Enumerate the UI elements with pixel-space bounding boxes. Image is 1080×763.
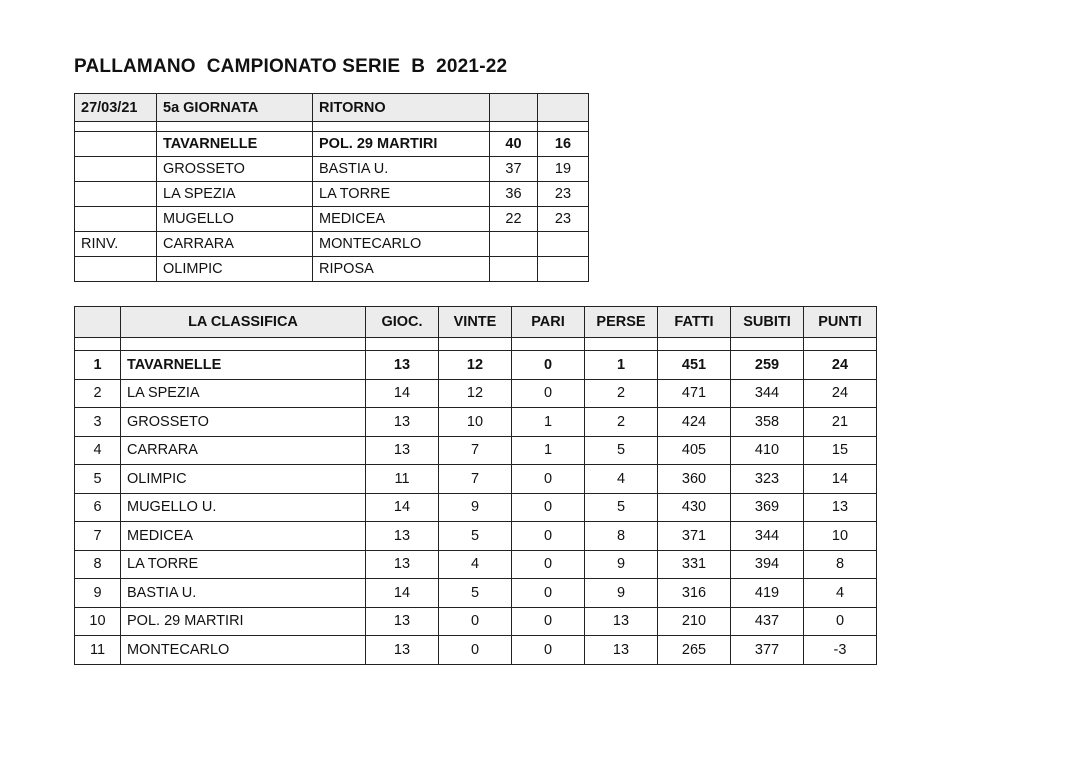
column-header: PERSE — [585, 307, 658, 338]
lost-cell: 5 — [585, 436, 658, 465]
team-cell: BASTIA U. — [121, 579, 366, 608]
spacer-row — [75, 122, 589, 132]
table-row — [75, 550, 877, 579]
table-row — [75, 351, 877, 380]
lost-cell: 13 — [585, 607, 658, 636]
away-team: POL. 29 MARTIRI — [313, 132, 490, 157]
team-cell: LA SPEZIA — [121, 379, 366, 408]
goals-against-cell: 259 — [731, 351, 804, 380]
away-team: MEDICEA — [313, 207, 490, 232]
points-cell: 15 — [804, 436, 877, 465]
won-cell: 0 — [439, 636, 512, 665]
team-cell: MEDICEA — [121, 522, 366, 551]
points-cell: 0 — [804, 607, 877, 636]
match-row — [75, 257, 589, 282]
goals-for-cell: 210 — [658, 607, 731, 636]
table-row — [75, 579, 877, 608]
position-cell: 2 — [75, 379, 121, 408]
team-cell: LA TORRE — [121, 550, 366, 579]
points-cell: 4 — [804, 579, 877, 608]
goals-for-cell: 430 — [658, 493, 731, 522]
team-cell: GROSSETO — [121, 408, 366, 437]
goals-for-cell: 471 — [658, 379, 731, 408]
drawn-cell: 0 — [512, 465, 585, 494]
played-cell: 14 — [366, 379, 439, 408]
header-empty-cell — [490, 94, 538, 122]
standings-header-row — [75, 307, 877, 338]
match-row — [75, 207, 589, 232]
away-score: 23 — [538, 182, 589, 207]
match-note — [75, 207, 157, 232]
away-team: BASTIA U. — [313, 157, 490, 182]
goals-against-cell: 369 — [731, 493, 804, 522]
away-team: LA TORRE — [313, 182, 490, 207]
position-cell: 3 — [75, 408, 121, 437]
goals-for-cell: 371 — [658, 522, 731, 551]
played-cell: 13 — [366, 351, 439, 380]
home-team: CARRARA — [157, 232, 313, 257]
position-cell: 4 — [75, 436, 121, 465]
goals-against-cell: 377 — [731, 636, 804, 665]
away-score: 19 — [538, 157, 589, 182]
position-cell: 1 — [75, 351, 121, 380]
team-cell: MUGELLO U. — [121, 493, 366, 522]
goals-for-cell: 451 — [658, 351, 731, 380]
table-row — [75, 493, 877, 522]
table-row — [75, 465, 877, 494]
match-phase: RITORNO — [313, 94, 490, 122]
column-header: SUBITI — [731, 307, 804, 338]
away-team: RIPOSA — [313, 257, 490, 282]
points-cell: 24 — [804, 351, 877, 380]
goals-against-cell: 344 — [731, 379, 804, 408]
goals-against-cell: 394 — [731, 550, 804, 579]
goals-for-cell: 331 — [658, 550, 731, 579]
home-score: 36 — [490, 182, 538, 207]
drawn-cell: 1 — [512, 408, 585, 437]
goals-for-cell: 405 — [658, 436, 731, 465]
drawn-cell: 0 — [512, 351, 585, 380]
position-cell: 5 — [75, 465, 121, 494]
played-cell: 11 — [366, 465, 439, 494]
won-cell: 7 — [439, 436, 512, 465]
match-round: 5a GIORNATA — [157, 94, 313, 122]
lost-cell: 8 — [585, 522, 658, 551]
played-cell: 14 — [366, 493, 439, 522]
team-cell: CARRARA — [121, 436, 366, 465]
position-cell: 7 — [75, 522, 121, 551]
header-empty-cell — [538, 94, 589, 122]
won-cell: 5 — [439, 579, 512, 608]
won-cell: 12 — [439, 379, 512, 408]
goals-against-cell: 410 — [731, 436, 804, 465]
table-row — [75, 379, 877, 408]
goals-against-cell: 344 — [731, 522, 804, 551]
won-cell: 0 — [439, 607, 512, 636]
match-row — [75, 232, 589, 257]
away-score — [538, 232, 589, 257]
home-score — [490, 232, 538, 257]
match-note — [75, 132, 157, 157]
played-cell: 13 — [366, 408, 439, 437]
team-cell: POL. 29 MARTIRI — [121, 607, 366, 636]
won-cell: 7 — [439, 465, 512, 494]
home-score: 37 — [490, 157, 538, 182]
team-cell: TAVARNELLE — [121, 351, 366, 380]
played-cell: 13 — [366, 607, 439, 636]
match-date: 27/03/21 — [75, 94, 157, 122]
table-row — [75, 408, 877, 437]
position-cell: 8 — [75, 550, 121, 579]
drawn-cell: 0 — [512, 636, 585, 665]
table-row — [75, 436, 877, 465]
table-row — [75, 607, 877, 636]
matches-table — [74, 93, 589, 282]
team-cell: MONTECARLO — [121, 636, 366, 665]
lost-cell: 5 — [585, 493, 658, 522]
page-title: PALLAMANO CAMPIONATO SERIE B 2021-22 — [74, 56, 508, 77]
drawn-cell: 0 — [512, 607, 585, 636]
match-note: RINV. — [75, 232, 157, 257]
points-cell: 24 — [804, 379, 877, 408]
home-team: LA SPEZIA — [157, 182, 313, 207]
away-score: 23 — [538, 207, 589, 232]
home-team: TAVARNELLE — [157, 132, 313, 157]
drawn-cell: 0 — [512, 493, 585, 522]
standings-table — [74, 306, 877, 665]
goals-for-cell: 360 — [658, 465, 731, 494]
points-cell: 21 — [804, 408, 877, 437]
drawn-cell: 0 — [512, 579, 585, 608]
points-cell: 10 — [804, 522, 877, 551]
position-cell: 6 — [75, 493, 121, 522]
away-score — [538, 257, 589, 282]
table-row — [75, 522, 877, 551]
home-team: GROSSETO — [157, 157, 313, 182]
column-header: FATTI — [658, 307, 731, 338]
lost-cell: 1 — [585, 351, 658, 380]
played-cell: 13 — [366, 636, 439, 665]
match-note — [75, 182, 157, 207]
won-cell: 10 — [439, 408, 512, 437]
matches-header-row — [75, 94, 589, 122]
goals-against-cell: 358 — [731, 408, 804, 437]
played-cell: 13 — [366, 436, 439, 465]
goals-against-cell: 419 — [731, 579, 804, 608]
column-header — [75, 307, 121, 338]
drawn-cell: 0 — [512, 550, 585, 579]
drawn-cell: 0 — [512, 522, 585, 551]
drawn-cell: 0 — [512, 379, 585, 408]
goals-for-cell: 424 — [658, 408, 731, 437]
lost-cell: 9 — [585, 550, 658, 579]
match-note — [75, 157, 157, 182]
won-cell: 5 — [439, 522, 512, 551]
column-header: GIOC. — [366, 307, 439, 338]
home-score: 22 — [490, 207, 538, 232]
home-team: MUGELLO — [157, 207, 313, 232]
spacer-row — [75, 338, 877, 351]
points-cell: 14 — [804, 465, 877, 494]
won-cell: 12 — [439, 351, 512, 380]
lost-cell: 13 — [585, 636, 658, 665]
home-team: OLIMPIC — [157, 257, 313, 282]
drawn-cell: 1 — [512, 436, 585, 465]
lost-cell: 2 — [585, 408, 658, 437]
team-cell: OLIMPIC — [121, 465, 366, 494]
won-cell: 4 — [439, 550, 512, 579]
points-cell: 13 — [804, 493, 877, 522]
column-header: PARI — [512, 307, 585, 338]
position-cell: 9 — [75, 579, 121, 608]
goals-for-cell: 316 — [658, 579, 731, 608]
lost-cell: 9 — [585, 579, 658, 608]
lost-cell: 2 — [585, 379, 658, 408]
goals-against-cell: 437 — [731, 607, 804, 636]
match-row — [75, 157, 589, 182]
goals-for-cell: 265 — [658, 636, 731, 665]
played-cell: 13 — [366, 550, 439, 579]
table-row — [75, 636, 877, 665]
points-cell: 8 — [804, 550, 877, 579]
away-score: 16 — [538, 132, 589, 157]
lost-cell: 4 — [585, 465, 658, 494]
match-note — [75, 257, 157, 282]
column-header: VINTE — [439, 307, 512, 338]
home-score: 40 — [490, 132, 538, 157]
played-cell: 13 — [366, 522, 439, 551]
position-cell: 10 — [75, 607, 121, 636]
match-row — [75, 182, 589, 207]
points-cell: -3 — [804, 636, 877, 665]
match-row — [75, 132, 589, 157]
goals-against-cell: 323 — [731, 465, 804, 494]
played-cell: 14 — [366, 579, 439, 608]
column-header: PUNTI — [804, 307, 877, 338]
away-team: MONTECARLO — [313, 232, 490, 257]
position-cell: 11 — [75, 636, 121, 665]
column-header: LA CLASSIFICA — [121, 307, 366, 338]
won-cell: 9 — [439, 493, 512, 522]
home-score — [490, 257, 538, 282]
